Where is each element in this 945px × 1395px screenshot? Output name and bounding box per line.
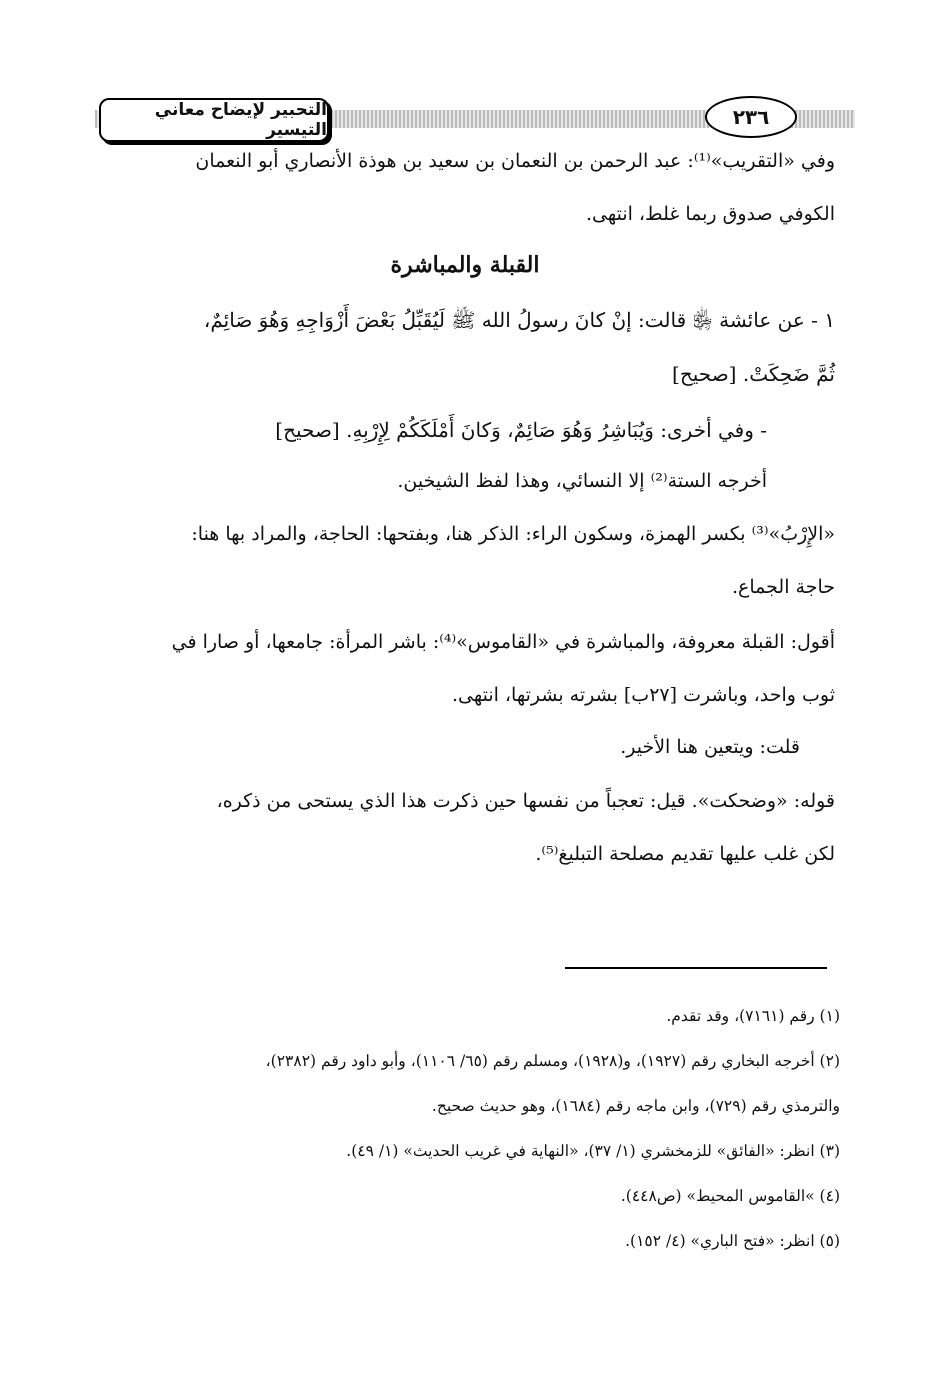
section-heading: القبلة والمباشرة	[390, 252, 540, 278]
hadith-line: ١ - عن عائشة ﵂ قالت: إنْ كانَ رسولُ الله ﷺ لَيُقَبِّلُ بَعْضَ أَزْوَاجِهِ وَهُوَ صَائِمٌ،	[203, 308, 835, 332]
footnote: (٤) »القاموس المحيط» (ص٤٤٨).	[620, 1187, 840, 1205]
footnote: (٢) أخرجه البخاري رقم (١٩٢٧)، و(١٩٢٨)، ومسلم رقم (٦٥/ ١١٠٦)، وأبو داود رقم (٢٣٨٢)،	[265, 1052, 840, 1070]
footnote-separator	[565, 967, 827, 969]
text-line: وفي «التقريب»⁽¹⁾: عبد الرحمن بن النعمان بن سعيد بن هوذة الأنصاري أبو النعمان	[195, 150, 835, 172]
book-title: التحبير لإيضاح معاني التيسير	[99, 98, 329, 142]
takhrij-line: أخرجه الستة⁽²⁾ إلا النسائي، وهذا لفظ الشيخين.	[397, 470, 767, 492]
explanation-line: حاجة الجماع.	[732, 576, 835, 598]
page-number: ٢٣٦	[705, 96, 797, 138]
explanation-line: قوله: «وضحكت». قيل: تعجباً من نفسها حين ذكرت هذا الذي يستحى من ذكره،	[216, 790, 835, 812]
explanation-line: أقول: القبلة معروفة، والمباشرة في «القاموس»⁽⁴⁾: باشر المرأة: جامعها، أو صارا في	[171, 631, 835, 653]
explanation-line: «الإِرْبُ»⁽³⁾ بكسر الهمزة، وسكون الراء: الذكر هنا، وبفتحها: الحاجة، والمراد بها هنا:	[191, 523, 835, 545]
running-header	[95, 96, 855, 144]
explanation-line: ثوب واحد، وباشرت [٢٧ب] بشرته بشرتها، انتهى.	[451, 684, 835, 706]
footnote: والترمذي رقم (٧٢٩)، وابن ماجه رقم (١٦٨٤)، وهو حديث صحيح.	[431, 1097, 840, 1115]
text-line: الكوفي صدوق ربما غلط، انتهى.	[585, 203, 835, 225]
footnote: (٣) انظر: «الفائق» للزمخشري (١/ ٣٧)، «النهاية في غريب الحديث» (١/ ٤٩).	[346, 1142, 840, 1160]
explanation-line: لكن غلب عليها تقديم مصلحة التبليغ⁽⁵⁾.	[535, 843, 835, 865]
hadith-line: ثُمَّ ضَحِكَتْ. [صحيح]	[672, 362, 835, 386]
footnote: (١) رقم (٧١٦١)، وقد تقدم.	[666, 1007, 840, 1025]
hadith-line: - وفي أخرى: وَيُبَاشِرُ وَهُوَ صَائِمٌ، وَكانَ أَمْلَكَكُمْ لِإِرْبِهِ. [صحيح]	[275, 418, 767, 442]
explanation-line: قلت: ويتعين هنا الأخير.	[620, 736, 800, 758]
footnote: (٥) انظر: «فتح الباري» (٤/ ١٥٢).	[625, 1232, 840, 1250]
